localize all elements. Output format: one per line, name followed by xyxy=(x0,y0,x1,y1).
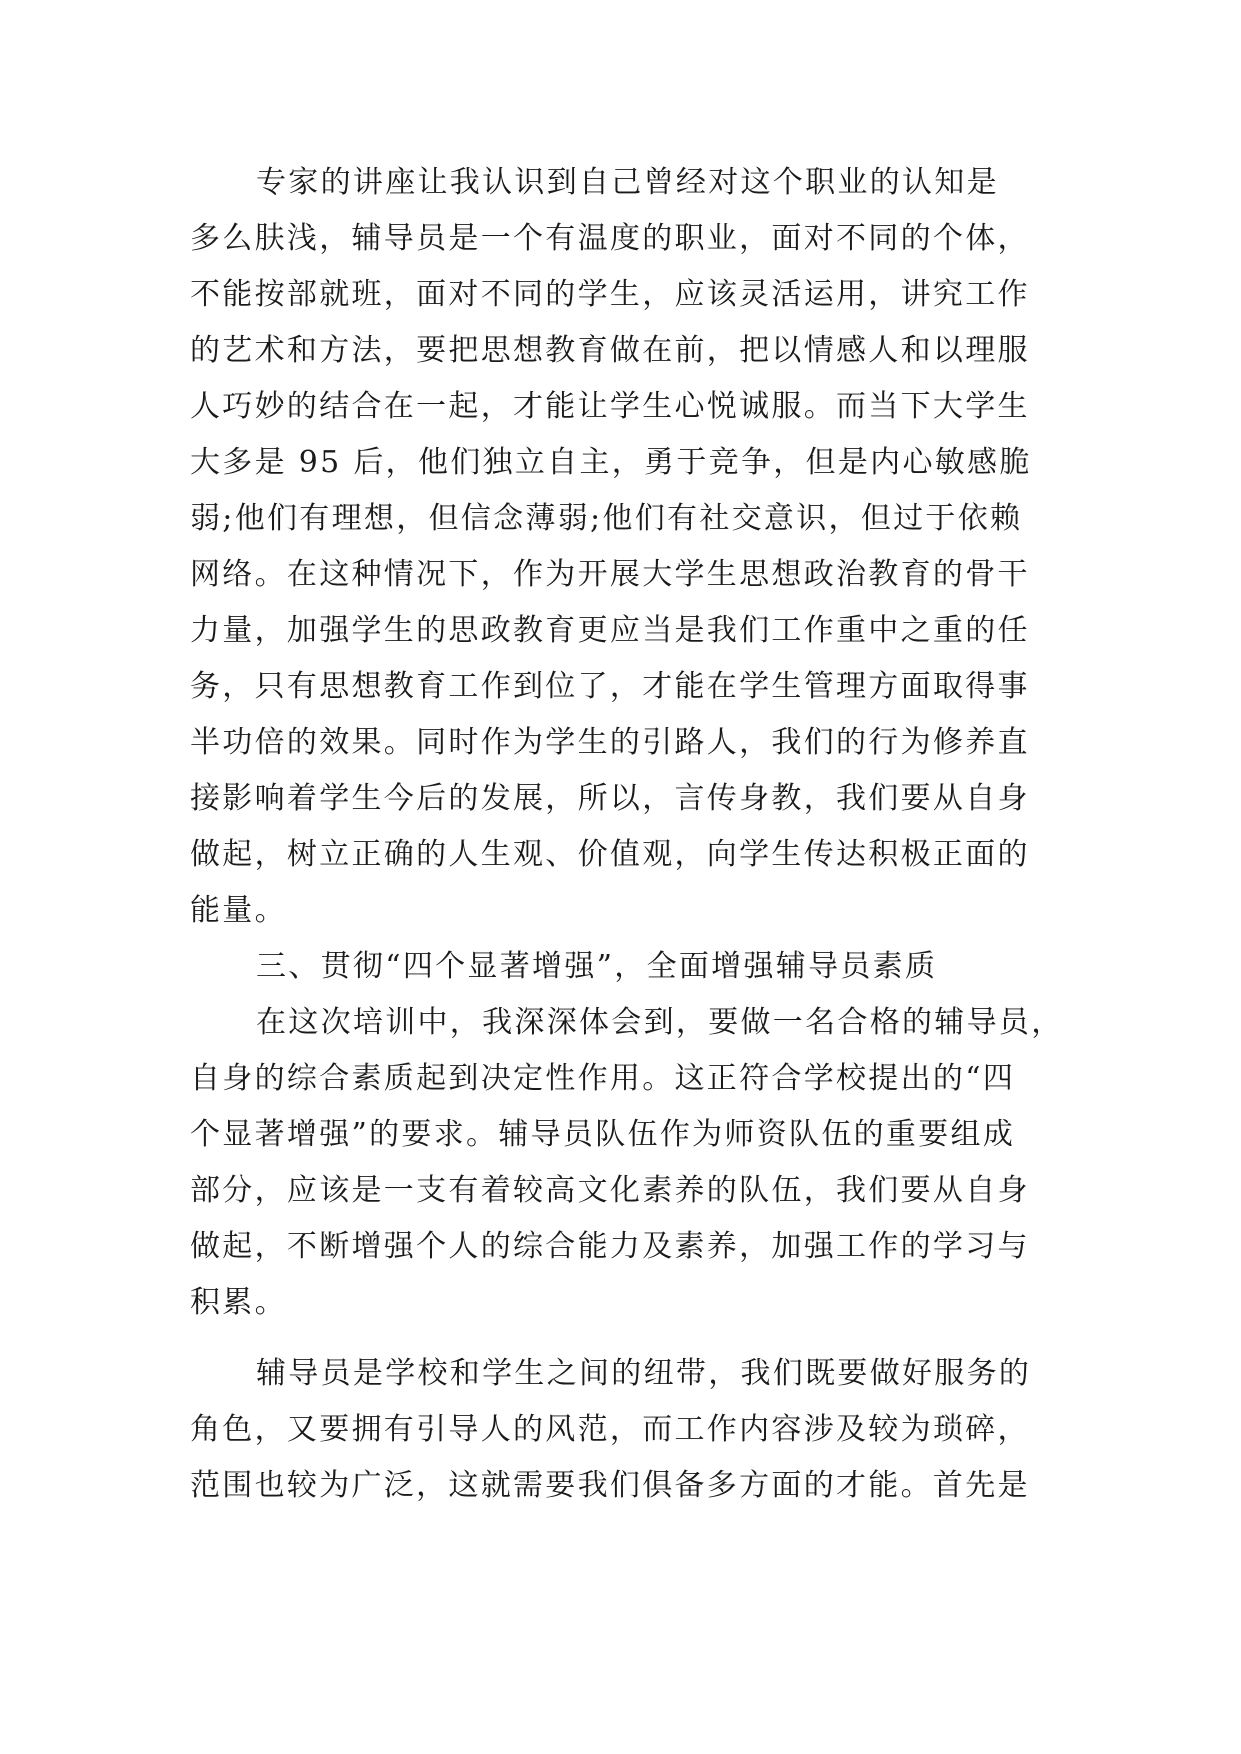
text-line: 的艺术和方法，要把思想教育做在前，把以情感人和以理服 xyxy=(190,333,1030,368)
text-line: 自身的综合素质起到决定性作用。这正符合学校提出的“四 xyxy=(190,1061,1016,1096)
text-line: 能量。 xyxy=(190,893,287,928)
text-line: 角色，又要拥有引导人的风范，而工作内容涉及较为琐碎， xyxy=(190,1412,1030,1447)
section-heading xyxy=(190,939,1050,995)
text-line: 范围也较为广泛，这就需要我们俱备多方面的才能。首先是 xyxy=(190,1468,1030,1503)
text-line: 在这次培训中，我深深体会到，要做一名合格的辅导员， xyxy=(256,1005,1064,1040)
text-line: 不能按部就班，面对不同的学生，应该灵活运用，讲究工作 xyxy=(190,277,1030,312)
text-line: 人巧妙的结合在一起，才能让学生心悦诚服。而当下大学生 xyxy=(190,389,1030,424)
paragraph-counselor-role xyxy=(190,1346,1050,1514)
text-line: 接影响着学生今后的发展，所以，言传身教，我们要从自身 xyxy=(190,781,1030,816)
text-line: 网络。在这种情况下，作为开展大学生思想政治教育的骨干 xyxy=(190,557,1030,592)
text-line: 弱;他们有理想，但信念薄弱;他们有社交意识，但过于依赖 xyxy=(190,501,1023,536)
paragraph-training-quality xyxy=(190,995,1064,1331)
heading-line: 三、贯彻“四个显著增强”，全面增强辅导员素质 xyxy=(256,949,938,984)
text-line: 个显著增强”的要求。辅导员队伍作为师资队伍的重要组成 xyxy=(190,1117,1016,1152)
text-line: 半功倍的效果。同时作为学生的引路人，我们的行为修养直 xyxy=(190,725,1030,760)
text-line: 多么肤浅，辅导员是一个有温度的职业，面对不同的个体， xyxy=(190,221,1030,256)
text-line: 务，只有思想教育工作到位了，才能在学生管理方面取得事 xyxy=(190,669,1030,704)
text-line: 做起，树立正确的人生观、价值观，向学生传达积极正面的 xyxy=(190,837,1030,872)
text-line: 部分，应该是一支有着较高文化素养的队伍，我们要从自身 xyxy=(190,1173,1030,1208)
paragraph-spacer xyxy=(190,1331,1050,1346)
text-line: 力量，加强学生的思政教育更应当是我们工作重中之重的任 xyxy=(190,613,1030,648)
text-line: 做起，不断增强个人的综合能力及素养，加强工作的学习与 xyxy=(190,1229,1030,1264)
paragraph-lecture-reflection xyxy=(190,155,1050,939)
text-line: 专家的讲座让我认识到自己曾经对这个职业的认知是 xyxy=(256,165,999,200)
text-line: 积累。 xyxy=(190,1285,287,1320)
text-line: 辅导员是学校和学生之间的纽带，我们既要做好服务的 xyxy=(256,1356,1032,1391)
document-body xyxy=(190,155,1064,1514)
text-line: 大多是 95 后，他们独立自主，勇于竞争，但是内心敏感脆 xyxy=(190,445,1032,480)
